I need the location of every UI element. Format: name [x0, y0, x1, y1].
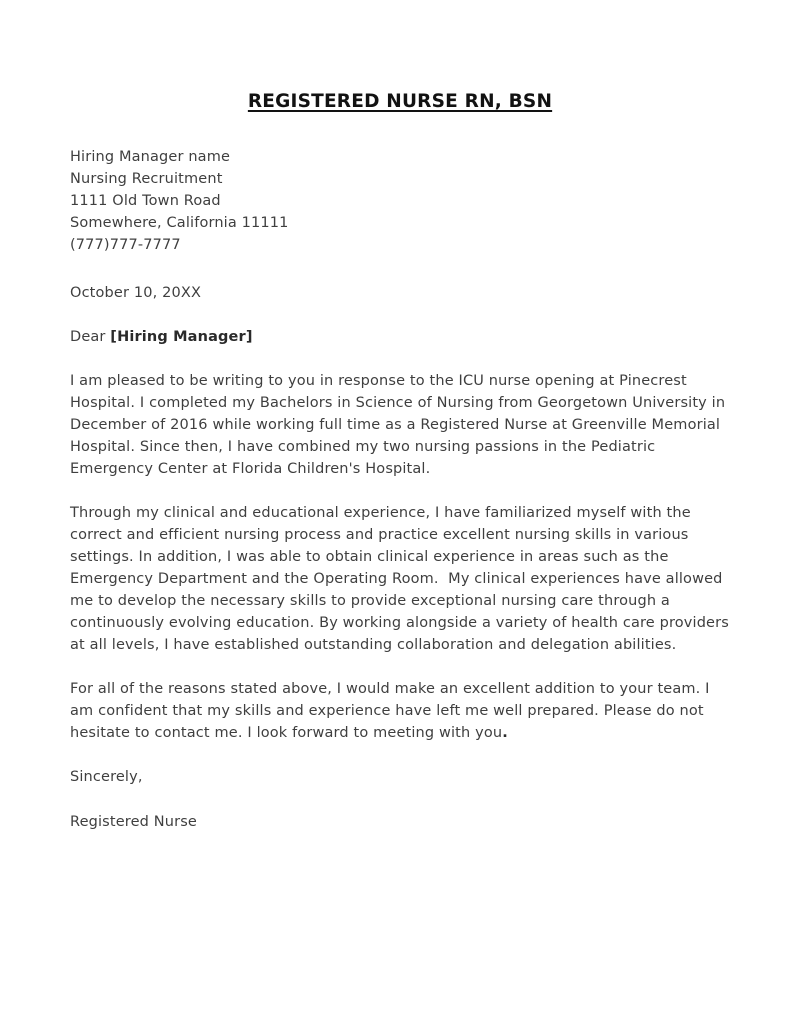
- paragraph-closing-text: For all of the reasons stated above, I would make an excellent addition to your team. I am confident that my skills and experience have left me well prepared. Please do not hesitate to contact me. I look forward to meeting with you: [70, 681, 715, 741]
- closing-salutation: Sincerely,: [70, 769, 143, 785]
- recipient-department: Nursing Recruitment: [70, 171, 223, 187]
- salutation-prefix: Dear: [70, 329, 111, 345]
- salutation: [70, 326, 730, 348]
- recipient-name: Hiring Manager name: [70, 149, 231, 165]
- date-line: October 10, 20XX: [70, 285, 202, 301]
- closing-block: [70, 766, 730, 833]
- final-period: .: [502, 725, 508, 741]
- paragraph-experience: Through my clinical and educational experience, I have familiarized myself with the correct and efficient nursing process and practice excellent nursing skills in various settings. In addition, I was able to obtain clinical experience in areas such as the Emergency Department and the Operating Room. My clinical experiences have allowed me to develop the necessary skills to provide exceptional nursing care through a continuously evolving education. By working alongside a variety of health care providers at all levels, I have established outstanding collaboration and delegation abilities.: [70, 505, 734, 653]
- salutation-recipient-placeholder: [Hiring Manager]: [110, 329, 253, 345]
- letter-title: REGISTERED NURSE RN, BSN: [247, 91, 553, 112]
- recipient-city-state-zip: Somewhere, California 11111: [70, 215, 289, 231]
- recipient-street: 1111 Old Town Road: [70, 193, 221, 209]
- recipient-phone: (777)777-7777: [70, 237, 181, 253]
- signature-name: Registered Nurse: [70, 814, 197, 830]
- paragraph-intro: I am pleased to be writing to you in response to the ICU nurse opening at Pinecrest Hospital. I completed my Bachelors in Science of Nursing from Georgetown University in December of 2016 while working full time as a Registered Nurse at Greenville Memorial Hospital. Since then, I have combined my two nursing passions in the Pediatric Emergency Center at Florida Children's Hospital.: [70, 373, 730, 477]
- paragraph-closing-argument: [70, 678, 730, 744]
- recipient-block: [70, 146, 730, 256]
